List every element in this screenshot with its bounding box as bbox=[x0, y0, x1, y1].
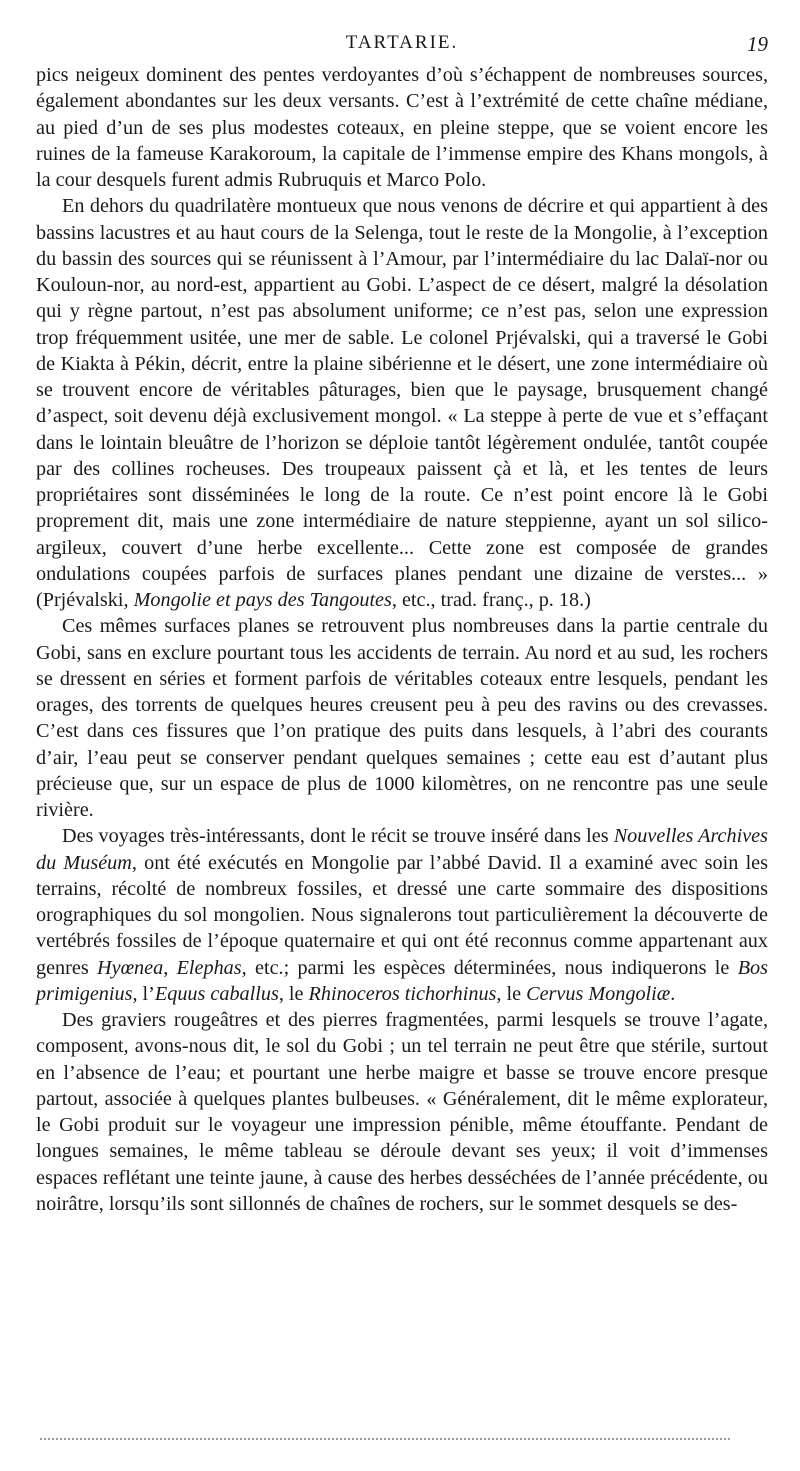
italic-text: Elephas bbox=[176, 956, 242, 979]
italic-text: Equus caballus bbox=[154, 982, 279, 1005]
italic-text: Rhinoceros tichorhinus bbox=[308, 982, 497, 1005]
text-run: pics neigeux dominent des pentes verdoyantes d’où s’échappent de nombreuses sources, également abondantes sur les deux versants. C’est à l’extrémité de cette chaîne médiane, au pied d’un de ses plus modestes coteaux, en pleine steppe, que se voient encore les ruines de la fameuse Karakoroum, la capitale de l’immense empire des Khans mongols, à la cour desquels furent admis Rubruquis et Marco Polo. bbox=[36, 64, 768, 191]
italic-text: Cervus Mongoliæ bbox=[526, 982, 671, 1005]
running-head bbox=[36, 30, 768, 58]
body-text bbox=[36, 62, 768, 1217]
paragraph bbox=[36, 62, 768, 193]
italic-text: Nouvelles Archives du Muséum bbox=[36, 825, 768, 874]
text-run: Des voyages très-intéressants, dont le récit se trouve inséré dans les bbox=[62, 825, 614, 848]
paragraph bbox=[36, 193, 768, 613]
running-title: TARTARIE. bbox=[345, 32, 459, 53]
text-run: , etc., trad. franç., p. 18.) bbox=[391, 589, 591, 611]
text-run: Des graviers rougeâtres et des pierres fragmentées, parmi lesquels se trouve l’agate, composent, avons-nous dit, le sol du Gobi ; un tel terrain ne peut être que stérile, surtout en l’absence de l’eau; et pourtant une herbe maigre et basse se trouve encore presque partout, associée à quelques plantes bulbeuses. « Généralement, dit le même explorateur, le Gobi produit sur le voyageur une impression pénible, même étouffante. Pendant de longues semaines, le même tableau se déroule devant ses yeux; il voit d’immenses espaces reflétant une teinte jaune, à cause des herbes desséchées de l’année précédente, ou noirâtre, lorsqu’ils sont sillonnés de chaînes de rochers, sur le sommet desquels se des- bbox=[36, 1009, 768, 1215]
text-run: , bbox=[163, 956, 177, 979]
text-run: , le bbox=[278, 982, 309, 1005]
text-run: , ont été exécutés en Mongolie par l’abbé David. Il a examiné avec soin les terrains, récolté de nombreux fossiles, et dressé une carte sommaire des dispositions orographiques du sol mongolien. Nous signalerons tout particulièrement la découverte de vertébrés fossiles de l’époque quaternaire et qui ont été reconnus comme appartenant aux genres bbox=[36, 851, 768, 979]
text-run: , etc.; parmi les espèces déterminées, nous indiquerons le bbox=[241, 956, 738, 979]
text-run: Ces mêmes surfaces planes se retrouvent plus nombreuses dans la partie centrale du Gobi, sans en exclure pourtant tous les accidents de terrain. Au nord et au sud, les rochers se dressent en séries et forment parfois de véritables coteaux entre lesquels, pendant les orages, des torrents de quelques heures creusent peu à peu des ravins ou des crevasses. C’est dans ces fissures que l’on pratique des puits dans lesquels, à l’abri des courants d’air, l’eau peut se conserver pendant quelques semaines ; cette eau est d’autant plus précieuse que, sur un espace de plus de 1000 kilomètres, on ne rencontre pas une seule rivière. bbox=[36, 615, 768, 821]
bottom-rule bbox=[40, 1438, 730, 1440]
paragraph bbox=[36, 1007, 768, 1217]
paragraph bbox=[36, 613, 768, 823]
text-run: , l’ bbox=[132, 982, 155, 1005]
text-run: , le bbox=[496, 982, 527, 1005]
italic-text: Hyœnea bbox=[97, 956, 164, 979]
page-number: 19 bbox=[747, 32, 768, 56]
italic-text: Mongolie et pays des Tangoutes bbox=[133, 589, 392, 611]
paragraph bbox=[36, 823, 768, 1007]
text-run: . bbox=[670, 982, 676, 1005]
italic-text: Bos primigenius bbox=[36, 956, 768, 1005]
text-run: En dehors du quadrilatère montueux que nous venons de décrire et qui appartient à des bassins lacustres et au haut cours de la Selenga, tout le reste de la Mongolie, à l’exception du bassin des sources qui se réunissent à l’Amour, par l’intermédiaire du lac Dalaï-nor ou Kouloun-nor, au nord-est, appartient au Gobi. L’aspect de ce désert, malgré la désolation qui y règne partout, n’est pas absolument uniforme; ce n’est pas, selon une expression trop fréquemment usitée, une mer de sable. Le colonel Prjévalski, qui a traversé le Gobi de Kiakta à Pékin, décrit, entre la plaine sibérienne et le désert, une zone intermédiaire où se trouvent encore de véritables pâturages, bien que le paysage, brusquement changé d’aspect, soit devenu déjà exclusivement mongol. « La steppe à perte de vue et s’effaçant dans le lointain bleuâtre de l’horizon se déploie tantôt légèrement ondulée, tantôt coupée par des collines rocheuses. Des troupeaux paissent çà et là, et les tentes de leurs propriétaires sont disséminées le long de la route. Ce n’est point encore là le Gobi proprement dit, mais une zone intermédiaire de nature steppienne, ayant un sol silico-argileux, couvert d’une herbe excellente... Cette zone est composée de grandes ondulations coupées parfois de surfaces planes pendant une dizaine de verstes... » (Prjévalski, bbox=[36, 195, 768, 611]
